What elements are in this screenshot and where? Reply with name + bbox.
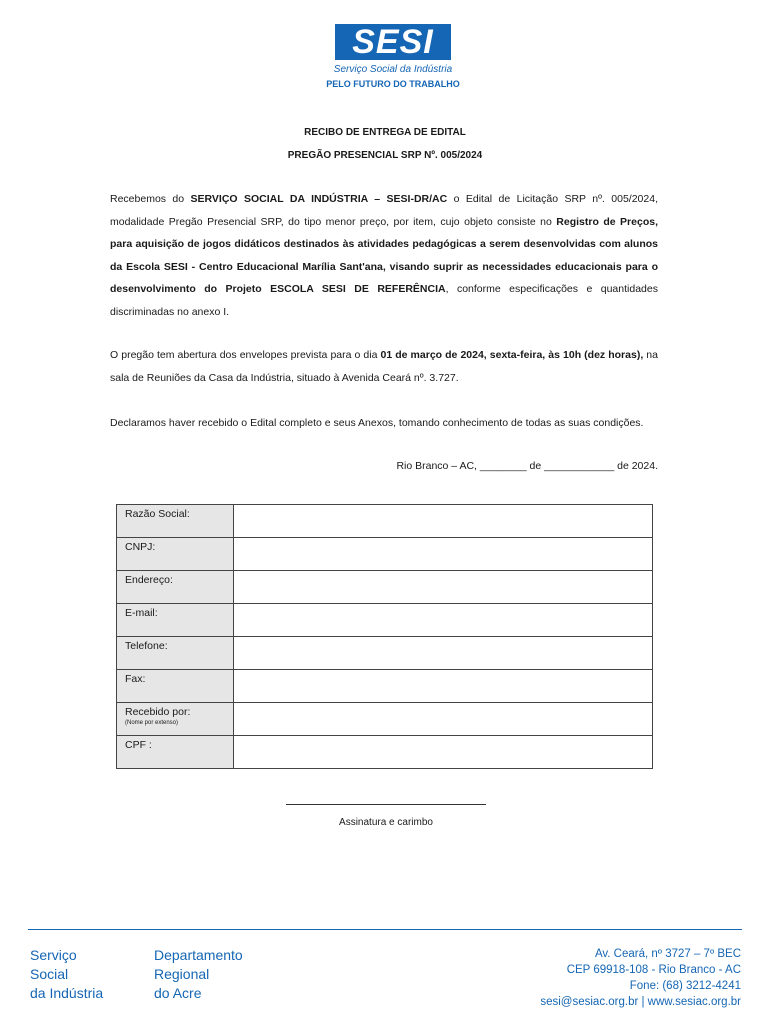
p2-text-2: na sala de Reuniões da Casa da Indústria, situado à Avenida Ceará nº. 3.727. xyxy=(110,349,658,384)
label-cpf: CPF : xyxy=(117,736,234,769)
footer-dept-line-2: Regional xyxy=(154,966,210,982)
field-recebido-por[interactable] xyxy=(234,703,653,736)
field-email[interactable] xyxy=(234,604,653,637)
p2-text-1: O pregão tem abertura dos envelopes prevista para o dia xyxy=(110,349,381,361)
signature-line xyxy=(286,804,486,805)
form-row-cnpj xyxy=(117,538,653,571)
label-fax: Fax: xyxy=(117,670,234,703)
field-endereco[interactable] xyxy=(234,571,653,604)
document-subtitle: PREGÃO PRESENCIAL SRP Nº. 005/2024 xyxy=(287,150,483,161)
footer-divider xyxy=(28,929,742,930)
field-cpf[interactable] xyxy=(234,736,653,769)
label-cnpj: CNPJ: xyxy=(117,538,234,571)
recipient-form xyxy=(116,504,653,769)
sesi-logo xyxy=(318,24,468,89)
date-line: Rio Branco – AC, ________ de ____________ de 2024. xyxy=(396,460,658,472)
document-title: RECIBO DE ENTREGA DE EDITAL xyxy=(304,127,466,138)
label-endereco: Endereço: xyxy=(117,571,234,604)
form-row-telefone xyxy=(117,637,653,670)
p1-text-2: o Edital de Licitação SRP nº. 005/2024, modalidade Pregão Presencial SRP, do tipo menor preço, por item, cujo objeto consiste no xyxy=(110,193,658,228)
form-row-cpf xyxy=(117,736,653,769)
logo-mark: SESI xyxy=(335,24,451,60)
form-row-razao-social xyxy=(117,505,653,538)
footer-phone: Fone: (68) 3212-4241 xyxy=(629,980,741,992)
footer-department xyxy=(154,946,243,1003)
field-razao-social[interactable] xyxy=(234,505,653,538)
paragraph-receipt xyxy=(110,188,658,323)
logo-tagline: PELO FUTURO DO TRABALHO xyxy=(326,79,460,89)
p1-bold-2: Registro de Preços, para aquisição de jogos didáticos destinados às atividades pedagógicas a serem desenvolvidas com alunos da Escola SESI - Centro Educacional Marília Sant'ana, visando suprir as necessidades educacionais para o desenvolvimento do Projeto ESCOLA SESI DE REFERÊNCIA xyxy=(110,215,658,295)
label-recebido-por xyxy=(117,703,234,736)
footer-dept-line-1: Departamento xyxy=(154,947,243,963)
p1-text-3: , conforme especificações e quantidades discriminadas no anexo I. xyxy=(110,283,658,318)
footer-web[interactable]: sesi@sesiac.org.br | www.sesiac.org.br xyxy=(540,996,741,1008)
label-razao-social: Razão Social: xyxy=(117,505,234,538)
p1-text-1: Recebemos do xyxy=(110,193,191,205)
footer-dept-line-3: do Acre xyxy=(154,985,202,1001)
logo-subtitle: Serviço Social da Indústria xyxy=(333,64,453,75)
label-email: E-mail: xyxy=(117,604,234,637)
field-fax[interactable] xyxy=(234,670,653,703)
form-row-recebido-por xyxy=(117,703,653,736)
footer-contact xyxy=(540,946,741,1010)
paragraph-declaration: Declaramos haver recebido o Edital completo e seus Anexos, tomando conhecimento de todas as suas condições. xyxy=(110,417,644,429)
label-recebido-por-text: Recebido por: xyxy=(125,706,191,718)
footer-org-line-3: da Indústria xyxy=(30,985,104,1001)
footer-org-name xyxy=(30,946,103,1003)
form-row-endereco xyxy=(117,571,653,604)
field-cnpj[interactable] xyxy=(234,538,653,571)
form-row-email xyxy=(117,604,653,637)
field-telefone[interactable] xyxy=(234,637,653,670)
p2-bold-1: 01 de março de 2024, sexta-feira, às 10h (dez horas), xyxy=(380,349,644,361)
footer-cep: CEP 69918-108 - Rio Branco - AC xyxy=(566,964,741,976)
form-row-fax xyxy=(117,670,653,703)
label-recebido-por-note: (Nome por extenso) xyxy=(125,720,179,726)
signature-label: Assinatura e carimbo xyxy=(339,817,433,828)
footer-org-line-2: Social xyxy=(30,966,69,982)
label-telefone: Telefone: xyxy=(117,637,234,670)
p1-bold-1: SERVIÇO SOCIAL DA INDÚSTRIA – SESI-DR/AC xyxy=(190,193,448,205)
footer-org-line-1: Serviço xyxy=(30,947,77,963)
paragraph-opening xyxy=(110,344,658,389)
footer-address: Av. Ceará, nº 3727 – 7º BEC xyxy=(594,948,741,960)
